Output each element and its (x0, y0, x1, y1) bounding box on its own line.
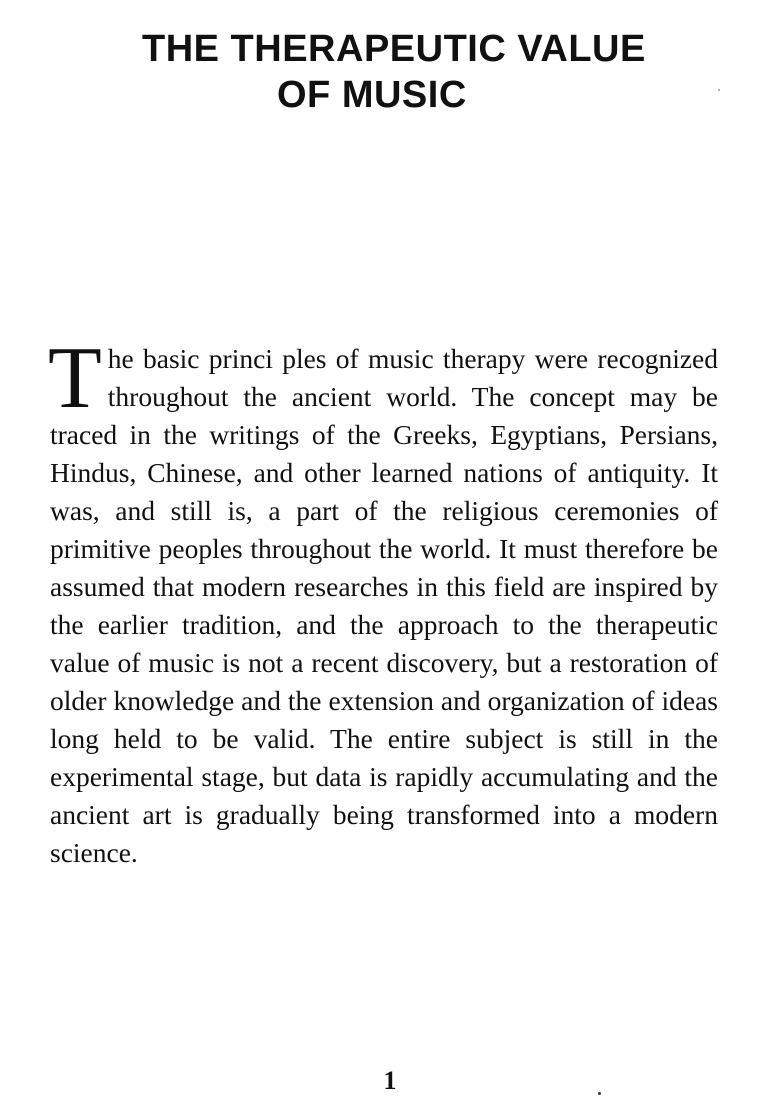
page-number: 1 (383, 1066, 397, 1095)
scan-speck (598, 1092, 601, 1095)
body-paragraph (48, 330, 718, 872)
paragraph-text: he basic princi ples of music therapy were recognized throughout the ancient world. The concept may be traced in the writings of the Greeks, Egyptians, Persians, Hindus, Chinese, and other learned nations of antiquity. It was, and still is, a part of the religious ceremonies of primitive peoples throughout the world. It must therefore be assumed that modern researches in this field are inspired by the earlier tradition, and the approach to the therapeutic value of music is not a recent discovery, but a restoration of older knowledge and the extension and organization of ideas long held to be valid. The entire subject is still in the experimental stage, but data is rapidly accumulating and the ancient art is gradually being transformed into a modern science. (50, 343, 718, 868)
drop-cap: T (48, 330, 102, 427)
title-line-1: THE THERAPEUTIC VALUE (142, 28, 646, 70)
scan-speck (718, 89, 720, 91)
page-title (0, 26, 780, 118)
title-line-2: OF MUSIC (277, 74, 467, 116)
